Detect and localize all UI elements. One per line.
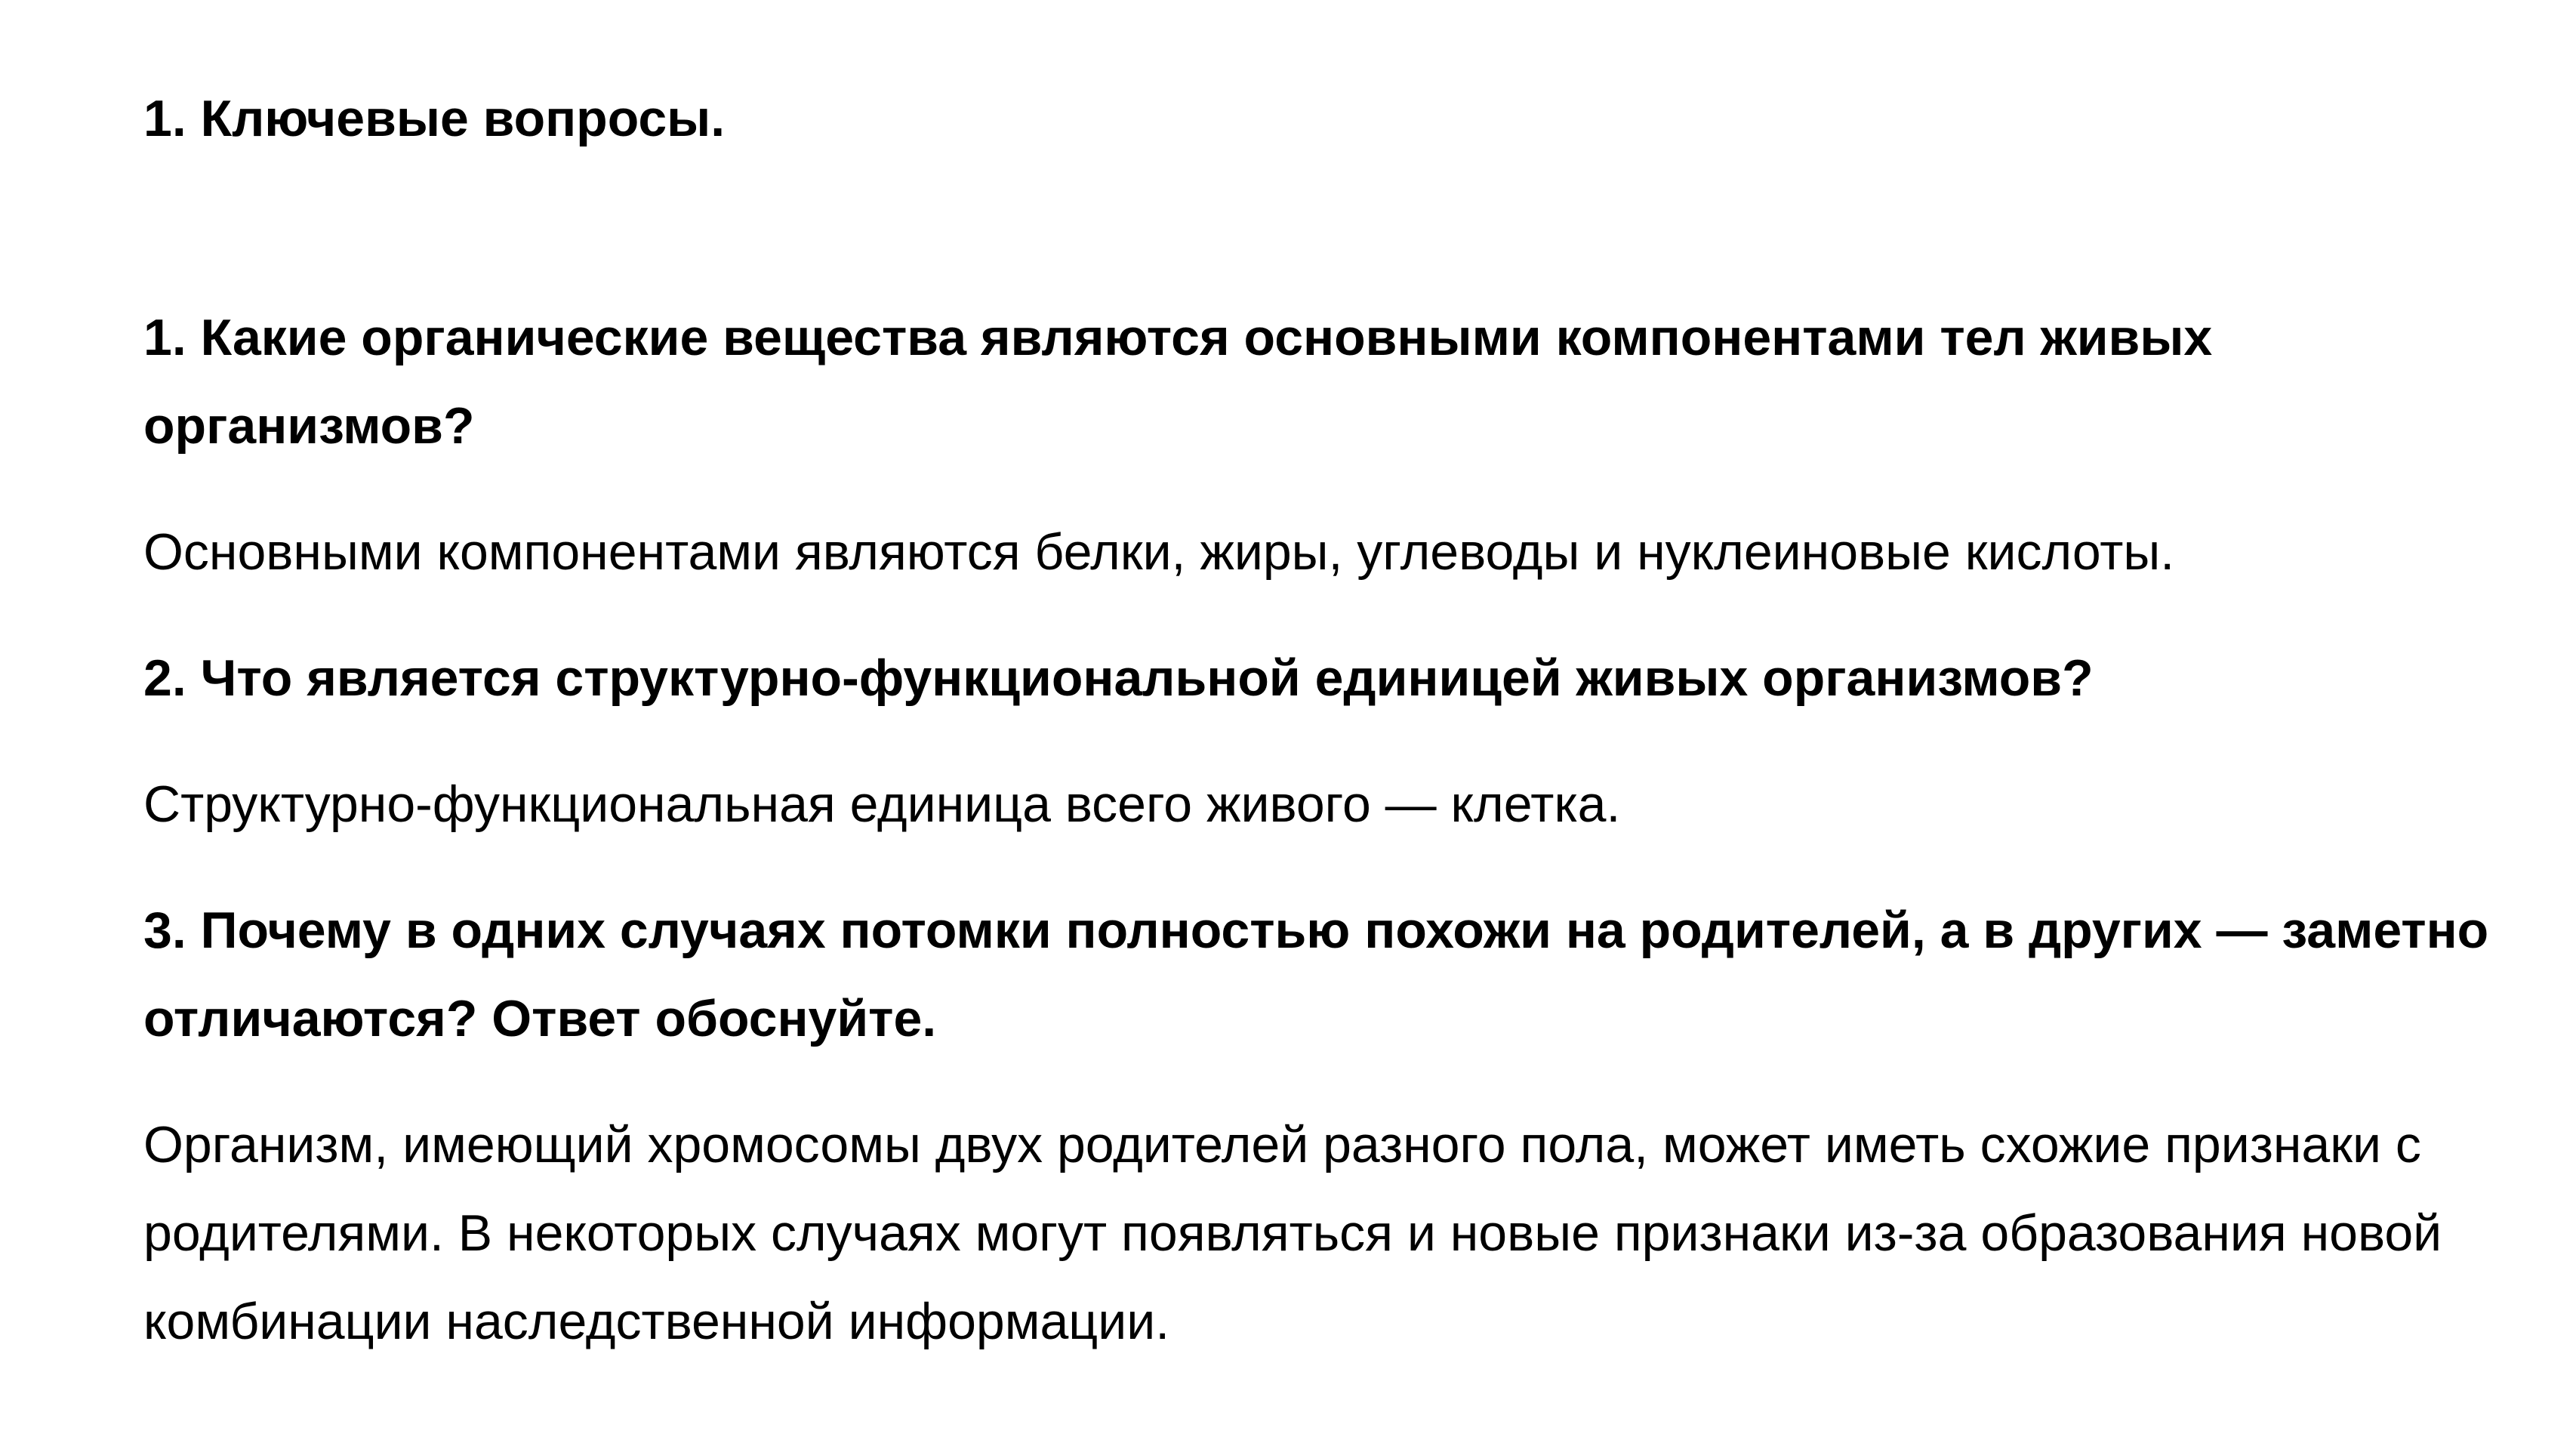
document-page	[143, 75, 2507, 1366]
question-3-line-1: 3. Почему в одних случаях потомки полностью похожи на родителей, а в других — заметно	[143, 902, 2489, 959]
answer-2-line-1: Структурно-функциональная единица всего живого — клетка.	[143, 776, 1621, 833]
question-2	[143, 634, 2507, 723]
question-3	[143, 887, 2507, 1063]
question-1-line-2: организмов?	[143, 397, 475, 455]
answer-3	[143, 1101, 2507, 1366]
question-1	[143, 294, 2507, 470]
question-2-line-1: 2. Что является структурно-функциональной единицей живых организмов?	[143, 649, 2094, 707]
answer-3-line-3: комбинации наследственной информации.	[143, 1293, 1170, 1350]
question-3-line-2: отличаются? Ответ обоснуйте.	[143, 990, 937, 1047]
question-1-line-1: 1. Какие органические вещества являются основными компонентами тел живых	[143, 309, 2213, 366]
answer-3-line-1: Организм, имеющий хромосомы двух родителей разного пола, может иметь схожие признаки с	[143, 1116, 2421, 1173]
answer-3-line-2: родителями. В некоторых случаях могут появляться и новые признаки из-за образования новой	[143, 1204, 2442, 1262]
answer-1-line-1: Основными компонентами являются белки, жиры, углеводы и нуклеиновые кислоты.	[143, 523, 2175, 581]
page-title: 1. Ключевые вопросы.	[143, 90, 726, 147]
answer-2	[143, 760, 2507, 849]
answer-1	[143, 508, 2507, 597]
